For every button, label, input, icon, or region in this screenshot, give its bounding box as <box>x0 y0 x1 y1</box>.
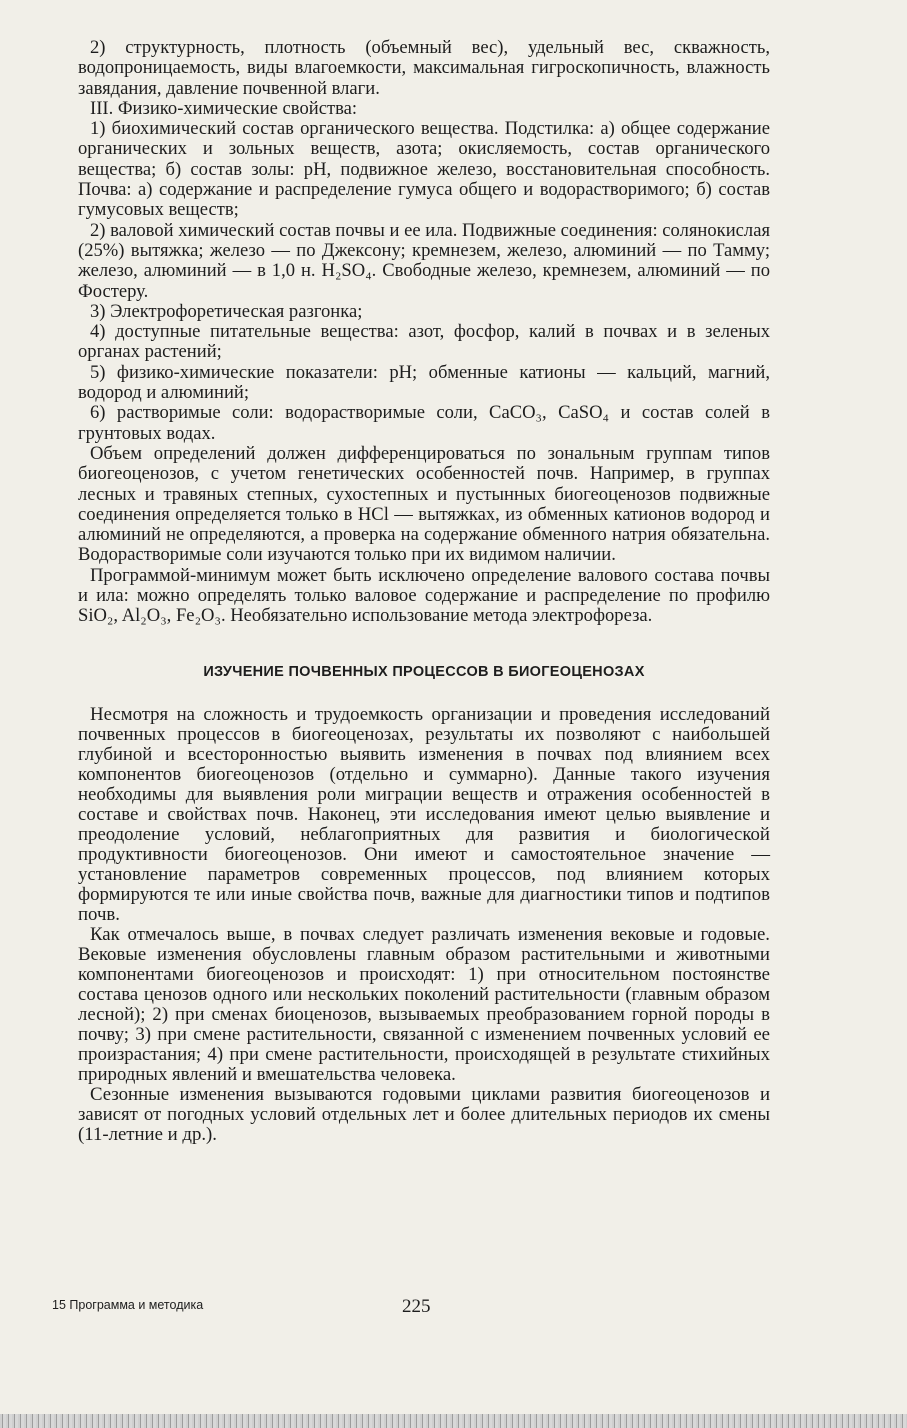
page-body <box>78 38 770 1145</box>
scan-edge <box>0 1414 907 1428</box>
top-text-block <box>78 38 770 627</box>
paragraph: 2) валовой химический состав почвы и ее ила. Подвижные соединения: солянокислая (25%) вытяжка; железо — по Джексону; кремнезем, железо, алюминий — по Тамму; железо, алюминий — в 1,0 н. H₂SO₄. Свободные железо, кремнезем, алюминий — по Фостеру. <box>78 219 770 302</box>
paragraph: Программой-минимум может быть исключено определение валового состава почвы и ила: можно определять только валовое содержание и распределение по профилю SiO₂, Al₂O₃, Fe₂O₃. Необязательно использование метода электрофореза. <box>78 564 770 627</box>
paragraph: Объем определений должен дифференцироваться по зональным группам типов биогеоценозов, с учетом генетических особенностей почв. Например, в группах лесных и травяных степных, сухостепных и пустынных биогеоценозов подвижные соединения определяется только в HCl — вытяжках, из обменных катионов водород и алюминий не определяются, а проверка на содержание обменного натрия обязательна. Водорастворимые соли изучаются только при их видимом наличии. <box>78 442 770 566</box>
printer-signature: 15 Программа и методика <box>52 1298 204 1312</box>
page-footer <box>52 1296 772 1318</box>
page-number: 225 <box>402 1296 431 1317</box>
paragraph: 3) Электрофоретическая разгонка; <box>90 300 363 322</box>
paragraph: Как отмечалось выше, в почвах следует различать изменения вековые и годовые. Вековые изменения обусловлены главным образом растительными и животными компонентами биогеоценозов и происходят: 1) при относительном постоянстве состава ценозов одного или нескольких поколений растительности (главным образом лесной); 2) при сменах биоценозов, вызываемых преобразованием горной породы в почву; 3) при смене растительности, связанной с изменением почвенных условий ее произрастания; 4) при смене растительности, происходящей в результате стихийных природных явлений и вмешательства человека. <box>78 923 770 1085</box>
paragraph: 1) биохимический состав органического вещества. Подстилка: а) общее содержание органических и зольных веществ, азота; окисляемость, состав органического вещества; б) состав золы: рН, подвижное железо, восстановительная способность. Почва: а) содержание и распределение гумуса общего и водорастворимого; б) состав гумусовых веществ; <box>78 118 770 221</box>
bottom-text-block <box>78 705 770 1145</box>
paragraph: Несмотря на сложность и трудоемкость организации и проведения исследований почвенных процессов в биогеоценозах, результаты их позволяют с наибольшей глубиной и всесторонностью выявить изменения в почвах под влиянием всех компонентов биогеоценозов (отдельно и суммарно). Данные такого изучения необходимы для выявления роли миграции веществ и отражения особенностей в составе и свойствах почв. Наконец, эти исследования имеют целью выявление и преодоление условий, неблагоприятных для развития и биологической продуктивности биогеоценозов. Они имеют и самостоятельное значение — установление параметров современных процессов, под влиянием которых формируются те или иные свойства почв, важные для диагностики типов и подтипов почв. <box>78 703 770 925</box>
paragraph: 6) растворимые соли: водорастворимые соли, CaCO₃, CaSO₄ и состав солей в грунтовых водах. <box>78 402 770 444</box>
paragraph: 2) структурность, плотность (объемный вес), удельный вес, скважность, водопроницаемость, виды влагоемкости, максимальная гигроскопичность, влажность завядания, давление почвенной влаги. <box>78 37 770 99</box>
paragraph: 5) физико-химические показатели: рН; обменные катионы — кальций, магний, водород и алюминий; <box>78 361 770 404</box>
section-heading: ИЗУЧЕНИЕ ПОЧВЕННЫХ ПРОЦЕССОВ В БИОГЕОЦЕНОЗАХ <box>203 663 645 680</box>
paragraph: 4) доступные питательные вещества: азот, фосфор, калий в почвах и в зеленых органах растений; <box>78 321 770 363</box>
paragraph: Сезонные изменения вызываются годовыми циклами развития биогеоценозов и зависят от погодных условий отдельных лет и более длительных периодов их смены (11-летние и др.). <box>78 1083 770 1145</box>
paragraph: III. Физико-химические свойства: <box>90 97 358 119</box>
